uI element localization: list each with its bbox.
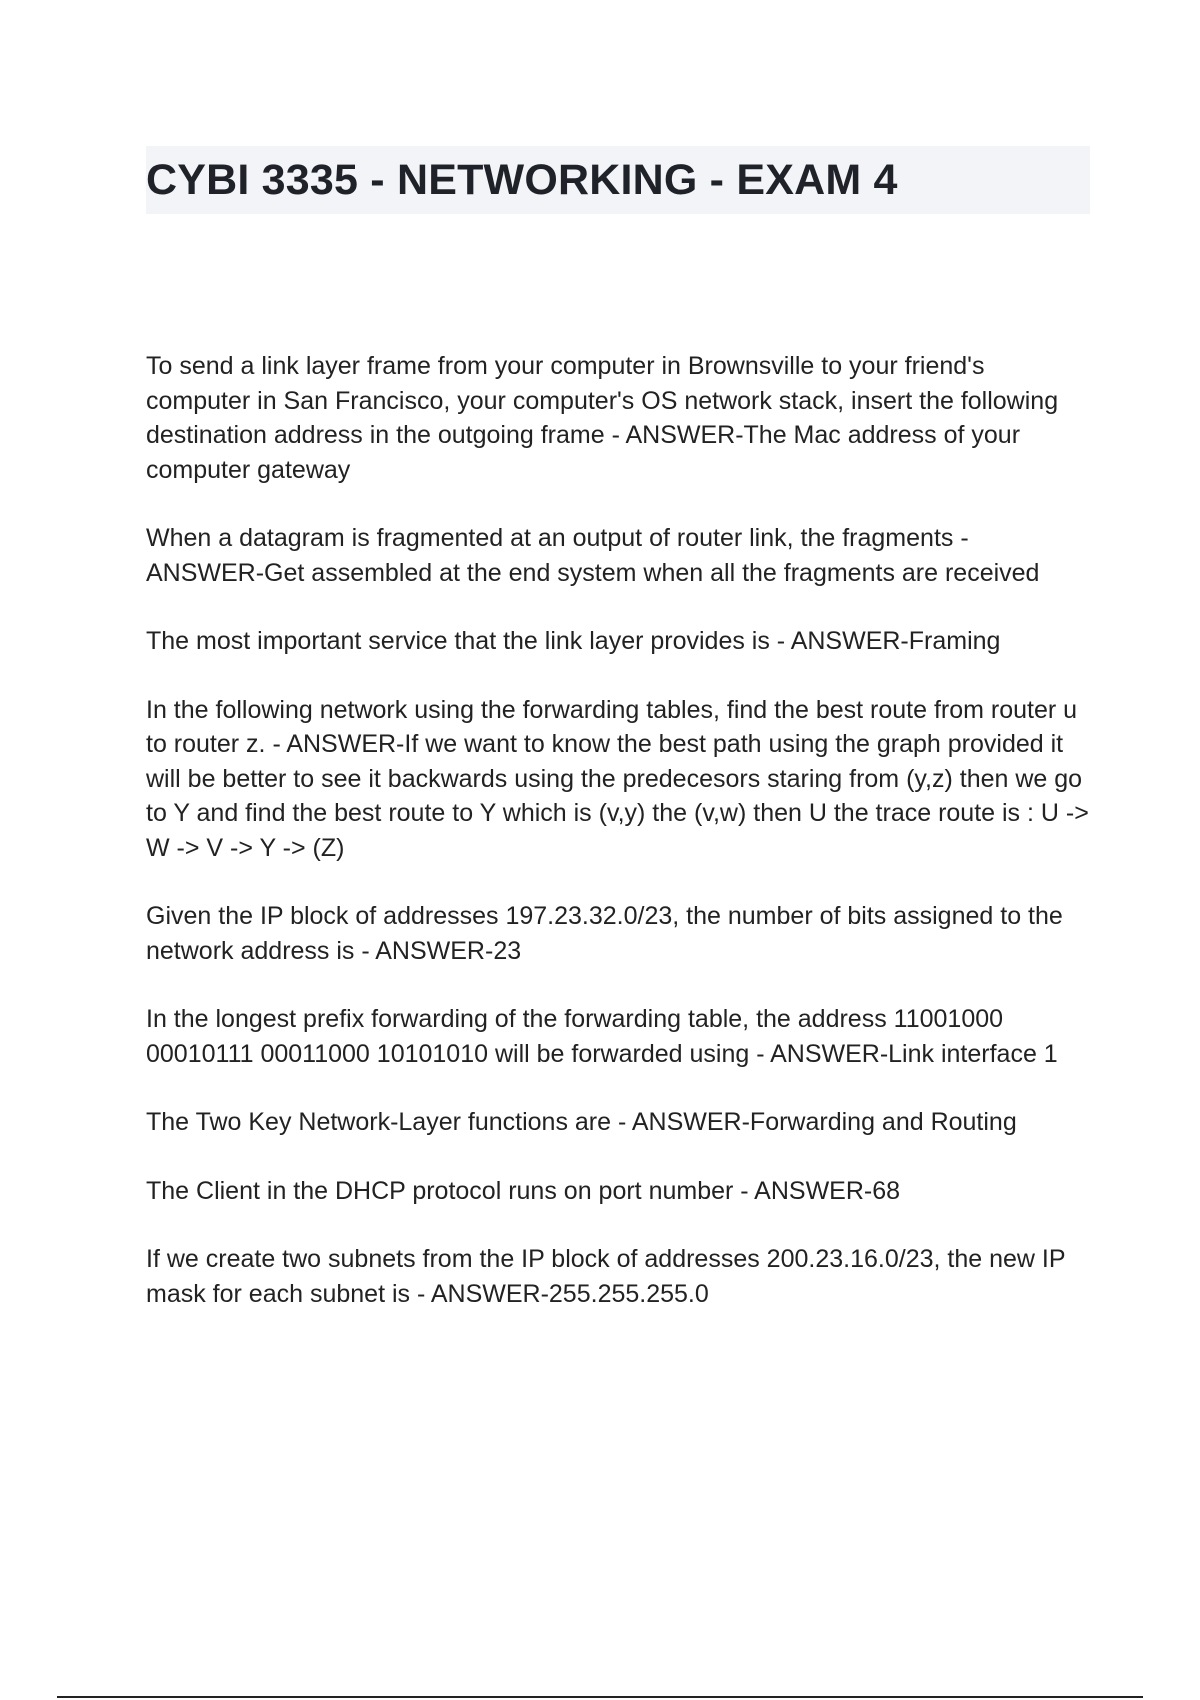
page-title: CYBI 3335 - NETWORKING - EXAM 4 [146, 156, 898, 204]
qa-item: To send a link layer frame from your computer in Brownsville to your friend's computer in San Francisco, your computer's OS network stack, insert the following destination address in the outgoing frame - ANSWER-The Mac address of your computer gateway [146, 352, 1059, 484]
qa-item: If we create two subnets from the IP block of addresses 200.23.16.0/23, the new IP mask for each subnet is - ANSWER-255.255.255.0 [146, 1245, 1066, 1308]
qa-item: Given the IP block of addresses 197.23.32.0/23, the number of bits assigned to the network address is - ANSWER-23 [146, 902, 1063, 965]
qa-item: In the following network using the forwarding tables, find the best route from router u to router z. - ANSWER-If we want to know the best path using the graph provided it will be better to see it backwards using the predecesors staring from (y,z) then we go to Y and find the best route to Y which is (v,y) the (v,w) then U the trace route is : U -> W -> V -> Y -> (Z) [146, 695, 1089, 862]
qa-item: When a datagram is fragmented at an output of router link, the fragments - ANSWER-Get assembled at the end system when all the fragments are received [146, 524, 1040, 587]
qa-item: The Client in the DHCP protocol runs on port number - ANSWER-68 [146, 1176, 901, 1205]
qa-item: In the longest prefix forwarding of the forwarding table, the address 11001000 00010111 00011000 10101010 will be forwarded using - ANSWER-Link interface 1 [146, 1005, 1058, 1068]
page-bottom-rule [57, 1696, 1143, 1698]
question-answer-list [146, 349, 1091, 1345]
qa-item: The most important service that the link layer provides is - ANSWER-Framing [146, 627, 1001, 655]
qa-item: The Two Key Network-Layer functions are - ANSWER-Forwarding and Routing [146, 1108, 1017, 1136]
